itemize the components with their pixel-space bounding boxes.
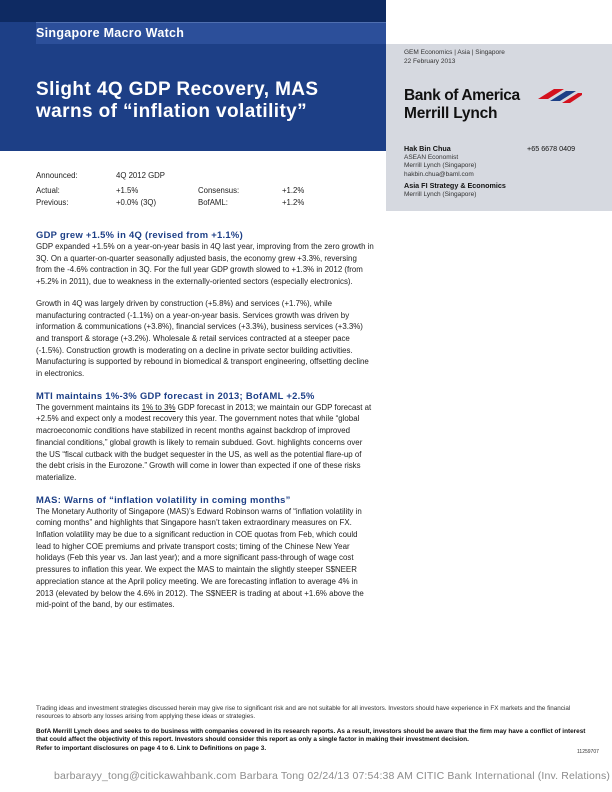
paragraph-mti-text-a: The government maintains its	[36, 402, 142, 412]
side-panel-top	[386, 0, 612, 44]
forecast-range-link[interactable]: 1% to 3%	[141, 402, 176, 412]
stat-value: +1.2%	[282, 186, 305, 195]
bofaml-logo	[404, 87, 594, 127]
disclosures-link[interactable]: Refer to important disclosures on page 4 to 6. Link to Definitions on page 3.	[36, 744, 267, 752]
paragraph-mti	[36, 402, 374, 484]
paragraph-gdp-1: GDP expanded +1.5% on a year-on-year basis in 4Q last year, improving from the zero growth in 3Q. On a quarter-on-quarter seasonally adjusted basis, the economy grew +3.3%, reversing from the -4.6% contraction in 3Q. For the full year GDP growth slowed to +1.3% in 2012 (from +5.2% in 2011), due to weakness in the externally-oriented sectors (especially electronics).	[36, 242, 374, 287]
document-code: 11259707	[577, 749, 599, 755]
stat-value: +1.5%	[116, 186, 139, 195]
logo-text-line-1: Bank of America	[404, 87, 520, 104]
report-category: GEM Economics | Asia | Singapore	[404, 49, 505, 56]
banner-top-bar	[0, 0, 386, 22]
stat-label: Announced:	[36, 171, 78, 180]
author-firm: Merrill Lynch (Singapore)	[404, 162, 477, 170]
series-title: Singapore Macro Watch	[36, 26, 185, 40]
stat-label: Previous:	[36, 198, 69, 207]
flagscape-icon	[536, 87, 582, 103]
risk-disclaimer: Trading ideas and investment strategies discussed herein may give rise to significant risk and are not suitable for all investors. Investors should have experience in FX markets and the financial resources to absorb any losses arising from applying these ideas or strategies.	[36, 705, 571, 721]
report-title	[36, 79, 376, 123]
author-group-firm: Merrill Lynch (Singapore)	[404, 190, 477, 198]
section-heading-mas: MAS: Warns of “inflation volatility in coming months”	[36, 493, 291, 505]
stat-value: +1.2%	[282, 198, 305, 207]
report-body	[36, 229, 374, 621]
author-title: ASEAN Economist	[404, 153, 459, 161]
stat-value: +0.0% (3Q)	[116, 198, 157, 207]
paragraph-gdp-2: Growth in 4Q was largely driven by construction (+5.8%) and services (+1.7%), while manufacturing contracted (-1.1%) on a year-on-year basis. Services growth was driven by information & communications (+3.8%), financial services (+3.3%), business services (+3.3%) and transport & storage (+3.2%). Wholesale & retail services contracted at a steeper pace (-1.5%). Construction growth is moderating on a decline in private sector building activities. Manufacturing is supported by rebound in biomedical & transport engineering, offsetting decline in electronics.	[36, 298, 369, 379]
author-phone: +65 6678 0409	[527, 144, 576, 153]
stat-label: BofAML:	[198, 198, 228, 207]
stats-row-announced	[36, 171, 356, 181]
paragraph-mti-text-b: GDP forecast in 2013; we maintain our GDP forecast at +2.5% and expect only a modest recovery this year. The government notes that while “global macroeconomic conditions have stabilized in recent months against backdrop of improved financial conditions,” global growth is likely to remain subdued. Govt. highlights concerns over the US “fiscal cutback with the budget sequester in the US, as well as the potential flare-up of the debt crisis in the Eurozone.” Growth will come in lower than expected if one of these risks materialize.	[36, 402, 372, 482]
section-heading-gdp: GDP grew +1.5% in 4Q (revised from +1.1%)	[36, 229, 243, 240]
section-heading-mti: MTI maintains 1%-3% GDP forecast in 2013; BofAML +2.5%	[36, 389, 315, 401]
conflict-disclosure-text: BofA Merrill Lynch does and seeks to do business with companies covered in its research reports. As a result, investors should be aware that the firm may have a conflict of interest that could affect the objectivity of this report. Investors should consider this report as only a single factor in making their investment decision.	[36, 728, 586, 744]
author-email[interactable]: hakbin.chua@baml.com	[404, 170, 474, 178]
conflict-disclosure	[36, 728, 596, 753]
report-date: 22 February 2013	[404, 58, 456, 65]
author-block	[404, 145, 604, 200]
report-title-line-1: Slight 4Q GDP Recovery, MAS	[36, 79, 319, 100]
report-meta	[404, 48, 505, 66]
paragraph-mas: The Monetary Authority of Singapore (MAS)’s Edward Robinson warns of “inflation volatility in coming months” and highlights that Singapore hasn’t taken extraordinary measures on FX. Inflation volatility may be due to a significant reduction in COE quotas from Feb, which could lead to higher COE premiums and private transport costs; timing of the Chinese New Year holidays (Feb this year vs. Jan last year); and a more significant pass-through of wage cost pressures to inflation this year. We expect the MAS to maintain the slightly steeper S$NEER appreciation stance at the April policy meeting. We are forecasting inflation to average 4% in 2013 (elevated by below the 4.6% in 2012). The S$NEER is trading at about +1.6% above the mid-point of the band, by our estimates.	[36, 506, 364, 610]
distribution-watermark: barbarayy_tong@citickawahbank.com Barbara Tong 02/24/13 07:54:38 AM CITIC Bank International (Inv. Relations)	[54, 770, 611, 782]
stat-label: Actual:	[36, 186, 60, 195]
logo-text-line-2: Merrill Lynch	[404, 105, 498, 122]
stats-row-previous	[36, 198, 356, 208]
stats-row-actual	[36, 186, 356, 196]
author-group: Asia FI Strategy & Economics	[404, 181, 506, 191]
stat-label: Consensus:	[198, 186, 240, 195]
stat-value: 4Q 2012 GDP	[116, 171, 165, 180]
author-name: Hak Bin Chua	[404, 144, 451, 153]
report-title-line-2: warns of “inflation volatility”	[36, 101, 308, 122]
